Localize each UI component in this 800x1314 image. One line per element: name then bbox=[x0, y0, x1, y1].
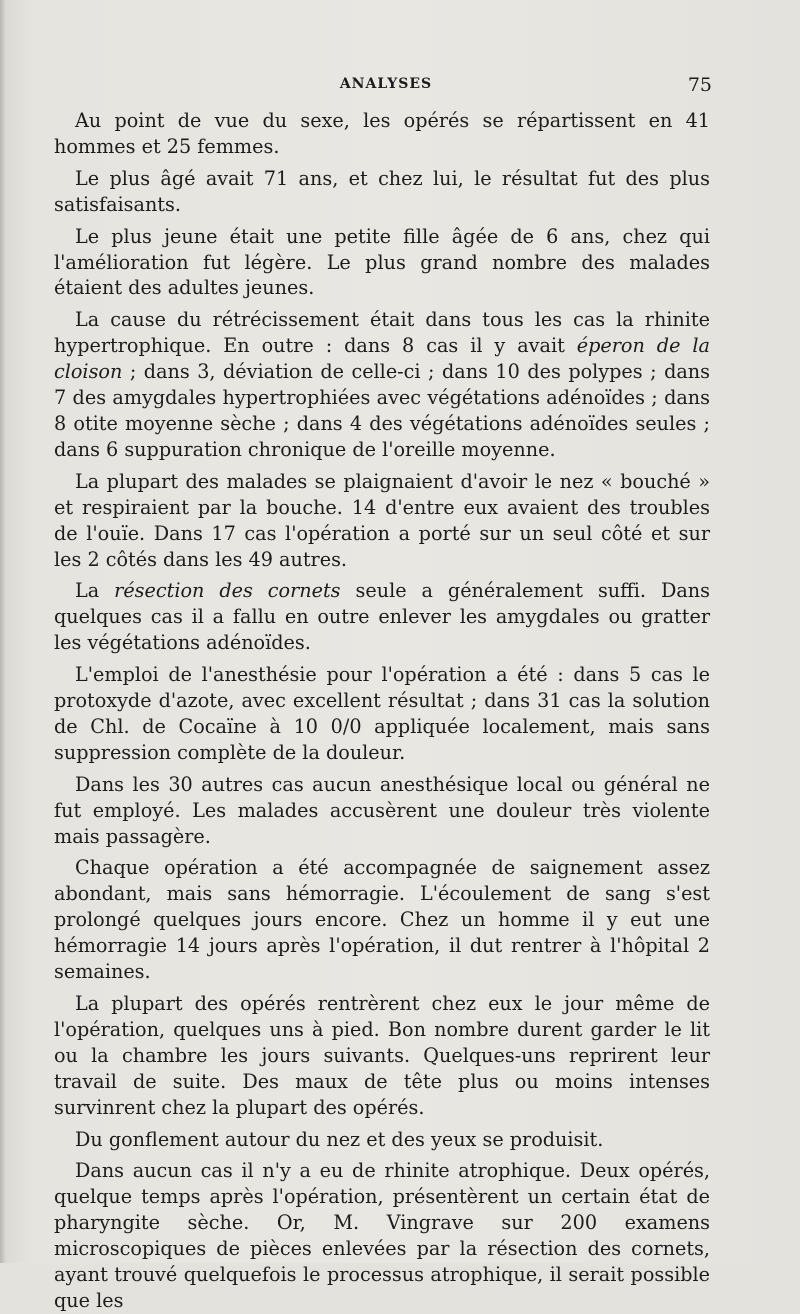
paragraph: L'emploi de l'anesthésie pour l'opération a été : dans 5 cas le protoxyde d'azote, avec excellent résultat ; dans 31 cas la solution de Chl. de Cocaïne à 10 0/0 appliquée localement, mais sans suppression complète de la douleur. bbox=[54, 663, 710, 764]
paragraph: La plupart des malades se plaignaient d'avoir le nez « bouché » et respiraient par la bouche. 14 d'entre eux avaient des troubles de l'ouïe. Dans 17 cas l'opération a porté sur un seul côté et sur les 2 côtés dans les 49 autres. bbox=[54, 469, 710, 571]
paragraph-text: ; dans 3, déviation de celle-ci ; dans 10 des polypes ; dans 7 des amygdales hypertrophiées avec végétations adénoïdes ; dans 8 otite moyenne sèche ; dans 4 des végétations adénoïdes seules ; dans 6 suppuration chronique de l'oreille moyenne. bbox=[54, 360, 710, 461]
italic-term: résection des cornets bbox=[114, 579, 341, 603]
page-edge-shadow bbox=[0, 0, 6, 1263]
italic-term: éperon de la cloison bbox=[54, 334, 710, 384]
paragraph-text: La cause du rétrécissement était dans tous les cas la rhinite hypertrophique. En outre : dans 8 cas il y avait bbox=[54, 308, 710, 358]
paragraph: Du gonflement autour du nez et des yeux se produisit. bbox=[75, 1127, 604, 1151]
paragraph-text: seule a généralement suffi. Dans quelques cas il a fallu en outre enlever les amygdales ou gratter les végétations adénoïdes. bbox=[54, 579, 711, 655]
body-text bbox=[54, 108, 710, 1314]
paragraph: La plupart des opérés rentrèrent chez eux le jour même de l'opération, quelques uns à pied. Bon nombre durent garder le lit ou la chambre les jours suivants. Quelques-uns reprirent leur travail de suite. Des maux de tête plus ou moins intenses survinrent chez la plupart des opérés. bbox=[54, 992, 710, 1119]
page-header bbox=[60, 76, 712, 100]
paragraph: Dans les 30 autres cas aucun anesthésique local ou général ne fut employé. Les malades accusèrent une douleur très violente mais passagère. bbox=[54, 772, 710, 848]
running-head: ANALYSES bbox=[339, 76, 433, 92]
paragraph: Au point de vue du sexe, les opérés se répartissent en 41 hommes et 25 femmes. bbox=[54, 109, 710, 158]
page-number: 75 bbox=[687, 74, 712, 96]
paragraph-text: La bbox=[75, 579, 115, 603]
paragraph bbox=[54, 578, 710, 656]
paragraph bbox=[54, 307, 710, 462]
paragraph: Chaque opération a été accompagnée de saignement assez abondant, mais sans hémorragie. L'écoulement de sang s'est prolongé quelques jours encore. Chez un homme il y eut une hémorragie 14 jours après l'opération, il dut rentrer à l'hôpital 2 semaines. bbox=[54, 856, 710, 984]
paragraph: Le plus jeune était une petite fille âgée de 6 ans, chez qui l'amélioration fut légère. Le plus grand nombre des malades étaient des adultes jeunes. bbox=[54, 224, 710, 300]
paragraph: Dans aucun cas il n'y a eu de rhinite atrophique. Deux opérés, quelque temps après l'opération, présentèrent un certain état de pharyngite sèche. Or, M. Vingrave sur 200 examens microscopiques de pièces enlevées par la résection des cornets, ayant trouvé quelquefois le processus atrophique, il serait possible que les bbox=[54, 1159, 710, 1312]
paragraph: Le plus âgé avait 71 ans, et chez lui, le résultat fut des plus satisfaisants. bbox=[54, 166, 710, 216]
